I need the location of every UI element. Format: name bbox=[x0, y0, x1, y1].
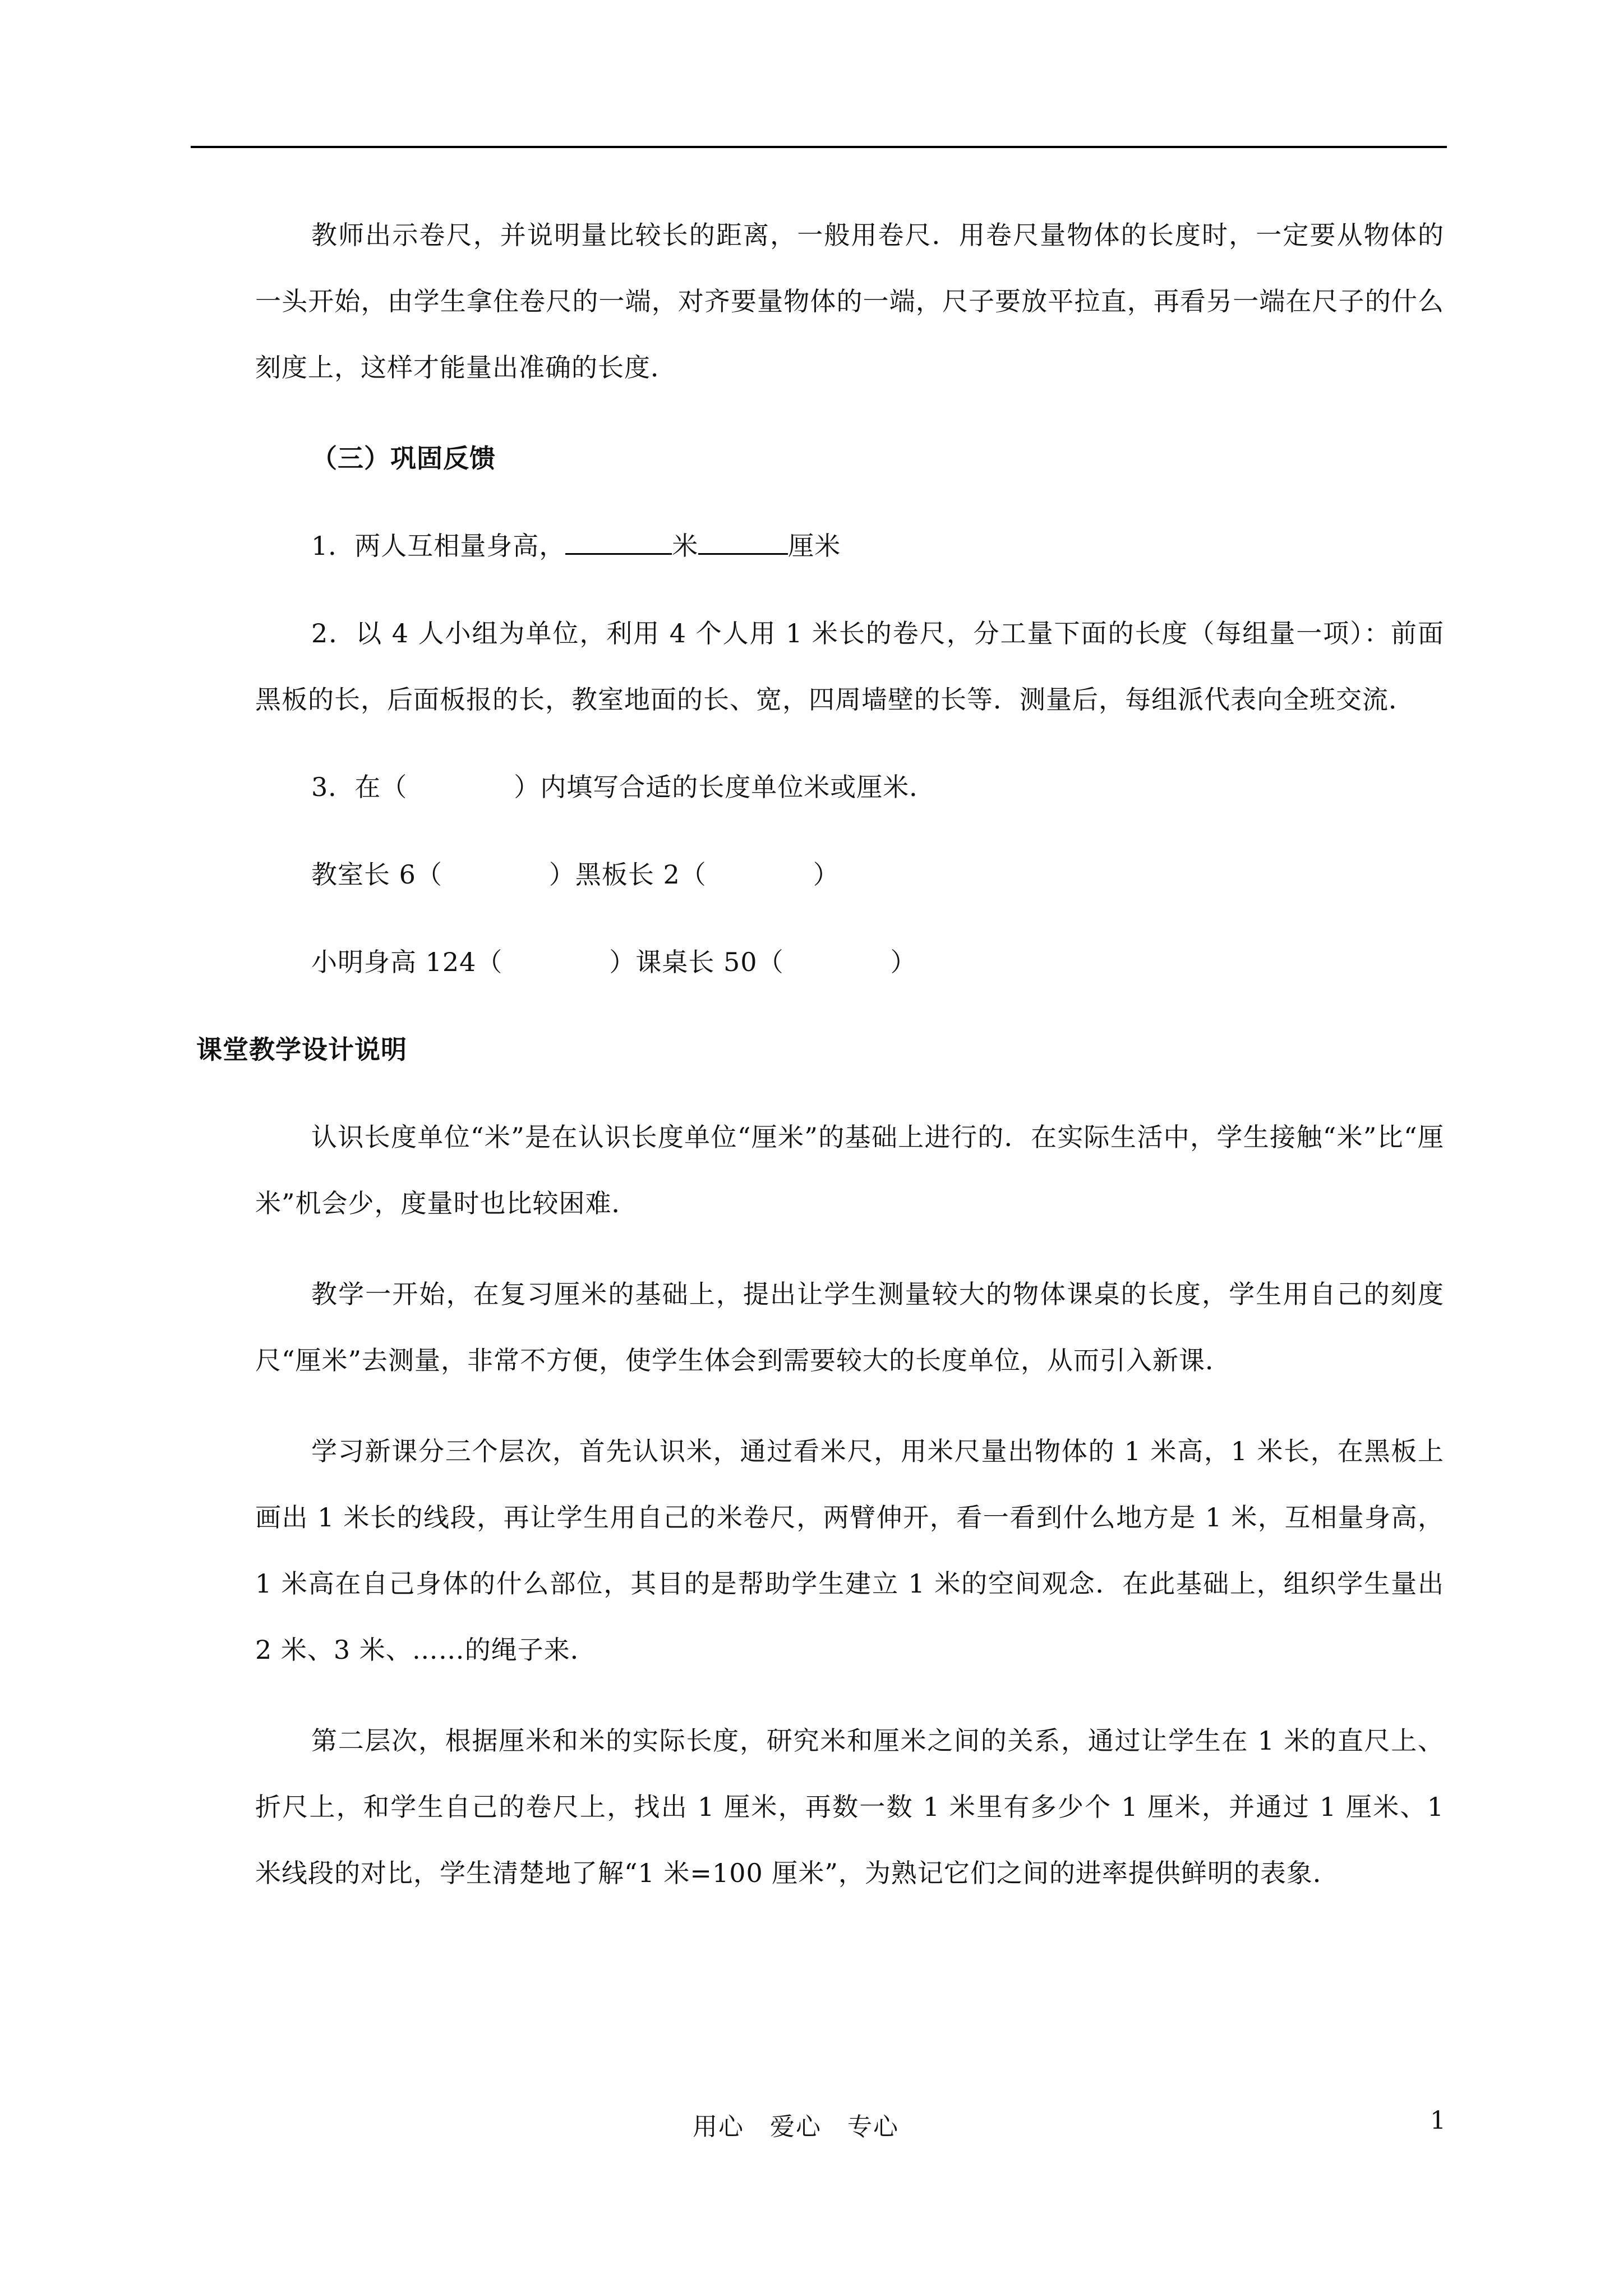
paragraph-design-1: 认识长度单位“米”是在认识长度单位“厘米”的基础上进行的．在实际生活中，学生接触“米”比“厘米”机会少，度量时也比较困难． bbox=[255, 1122, 1444, 1218]
document-body bbox=[196, 202, 1444, 1931]
paragraph-design-4: 第二层次，根据厘米和米的实际长度，研究米和厘米之间的关系，通过让学生在 1 米的直尺上、折尺上，和学生自己的卷尺上，找出 1 厘米，再数一数 1 米里有多少个 1 厘米，并通过 1 厘米、1 米线段的对比，学生清楚地了解“1 米=100 厘米”，为熟记它们之间的进率提供鲜明的表象． bbox=[255, 1726, 1444, 1888]
xiaoming-height: 小明身高 124（ bbox=[311, 947, 503, 977]
paragraph-design-2: 教学一开始，在复习厘米的基础上，提出让学生测量较大的物体课桌的长度，学生用自己的刻度尺“厘米”去测量，非常不方便，使学生体会到需要较大的长度单位，从而引入新课． bbox=[255, 1279, 1444, 1375]
closing-paren: ） bbox=[890, 947, 917, 977]
footer-motto: 用心 爱心 专心 bbox=[693, 2113, 899, 2141]
subheading-consolidation: （三）巩固反馈 bbox=[311, 443, 496, 473]
page-footer bbox=[0, 2106, 1623, 2140]
exercise-1-text: 1．两人互相量身高， bbox=[311, 531, 566, 561]
unit-centimeter: 厘米 bbox=[788, 531, 841, 561]
exercise-2: 2．以 4 人小组为单位，利用 4 个人用 1 米长的卷尺，分工量下面的长度（每组量一项）：前面黑板的长，后面板报的长，教室地面的长、宽，四周墙壁的长等．测量后，每组派代表向全班交流． bbox=[255, 618, 1444, 715]
exercise-3-prefix: 3．在（ bbox=[311, 772, 408, 802]
exercise-3-suffix: ）内填写合适的长度单位米或厘米． bbox=[514, 772, 936, 802]
blank-meters bbox=[565, 531, 672, 555]
page-number: 1 bbox=[1430, 2106, 1446, 2135]
blackboard-length: ）黑板长 2（ bbox=[548, 859, 707, 890]
closing-paren: ） bbox=[813, 859, 840, 890]
exercise-3 bbox=[255, 754, 1444, 820]
exercise-3-row-1 bbox=[255, 841, 1444, 908]
exercise-1 bbox=[255, 513, 1444, 579]
header-rule bbox=[191, 146, 1447, 148]
unit-meter: 米 bbox=[672, 531, 699, 561]
blank-centimeters bbox=[698, 531, 788, 555]
paragraph-design-3: 学习新课分三个层次，首先认识米，通过看米尺，用米尺量出物体的 1 米高，1 米长，在黑板上画出 1 米长的线段，再让学生用自己的米卷尺，两臂伸开，看一看到什么地方是 1 米，互相量身高，1 米高在自己身体的什么部位，其目的是帮助学生建立 1 米的空间观念．在此基础上，组织学生量出 2 米、3 米、……的绳子来． bbox=[255, 1436, 1444, 1665]
exercise-3-row-2 bbox=[255, 929, 1444, 995]
paragraph-tape-measure: 教师出示卷尺，并说明量比较长的距离，一般用卷尺．用卷尺量物体的长度时，一定要从物体的一头开始，由学生拿住卷尺的一端，对齐要量物体的一端，尺子要放平拉直，再看另一端在尺子的什么刻度上，这样才能量出准确的长度． bbox=[255, 220, 1444, 383]
section-title-design-notes: 课堂教学设计说明 bbox=[196, 1034, 407, 1065]
classroom-length: 教室长 6（ bbox=[311, 859, 442, 890]
desk-length: ）课桌长 50（ bbox=[609, 947, 784, 977]
